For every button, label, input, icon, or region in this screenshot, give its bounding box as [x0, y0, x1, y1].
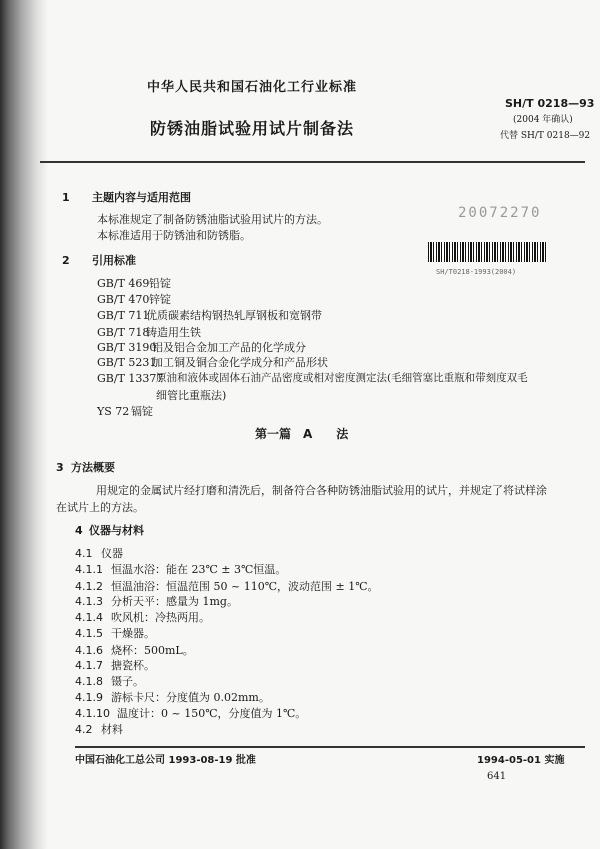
section-2-title: 引用标准	[92, 254, 136, 267]
item-text: 分析天平：感量为 1mg。	[111, 595, 238, 608]
ref-code: YS 72	[97, 405, 130, 418]
ref-name: 锌锭	[149, 293, 171, 306]
section-1-para: 本标准规定了制备防锈油脂试验用试片的方法。	[97, 213, 328, 226]
doc-title: 防锈油脂试验用试片制备法	[150, 119, 355, 138]
ref-code: GB/T 3190	[97, 341, 157, 354]
section-3-number: 3	[56, 461, 64, 474]
item-number: 4.1.9	[75, 691, 103, 704]
ref-code: GB/T 711	[97, 309, 150, 322]
handwritten-number: 20072270	[458, 205, 542, 221]
ref-name: 镉锭	[131, 405, 153, 418]
standard-number: SH/T 0218—93	[505, 97, 595, 110]
footer-rule	[75, 746, 585, 748]
barcode	[428, 242, 547, 262]
item-text: 搪瓷杯。	[111, 659, 155, 672]
confirmed-year: (2004 年确认)	[513, 115, 573, 125]
ref-code: GB/T 469	[97, 277, 150, 290]
page-number: 641	[487, 771, 507, 782]
item-number: 4.1.6	[75, 644, 103, 657]
section-3-title: 方法概要	[71, 461, 115, 474]
item-text: 温度计：0 ~ 150℃，分度值为 1℃。	[117, 707, 307, 720]
item-number: 4.1.4	[75, 611, 103, 624]
org-title: 中华人民共和国石油化工行业标准	[147, 80, 358, 95]
section-2-number: 2	[62, 254, 70, 267]
barcode-text: SH/T0218-1993(2004)	[436, 268, 517, 276]
ref-name: 铸造用生铁	[146, 326, 201, 339]
item-number: 4.1.8	[75, 675, 103, 688]
ref-name: 铝及铝合金加工产品的化学成分	[152, 341, 306, 354]
item-text: 干燥器。	[111, 627, 155, 640]
item-number: 4.1.10	[75, 707, 110, 720]
ref-name: 铅锭	[149, 277, 171, 290]
item-number: 4.1.3	[75, 595, 103, 608]
approval-line: 中国石油化工总公司 1993-08-19 批准	[75, 755, 256, 766]
ref-name: 优质碳素结构钢热轧厚钢板和宽钢带	[146, 309, 322, 322]
item-number: 4.1.7	[75, 659, 103, 672]
effective-date: 1994-05-01 实施	[477, 755, 565, 766]
part-heading: 第一篇 A 法	[255, 427, 349, 441]
item-text: 恒温水浴：能在 23℃ ± 3℃恒温。	[111, 563, 287, 576]
section-4-title: 仪器与材料	[89, 524, 144, 537]
item-number: 4.1	[75, 547, 93, 560]
item-number: 4.1.5	[75, 627, 103, 640]
item-text: 游标卡尺：分度值为 0.02mm。	[111, 691, 270, 704]
section-4-number: 4	[75, 524, 83, 537]
item-text: 材料	[101, 723, 123, 736]
item-text: 仪器	[101, 547, 123, 560]
ref-name-continued: 细管比重瓶法)	[156, 389, 227, 402]
item-number: 4.1.1	[75, 563, 103, 576]
item-number: 4.1.2	[75, 580, 103, 593]
ref-code: GB/T 718	[97, 326, 150, 339]
item-text: 恒温油浴：恒温范围 50 ~ 110℃，波动范围 ± 1℃。	[111, 580, 379, 593]
ref-code: GB/T 5231	[97, 356, 157, 369]
scan-edge-shadow	[0, 0, 48, 849]
ref-code: GB/T 13377	[97, 372, 164, 385]
item-number: 4.2	[75, 723, 93, 736]
section-3-para: 在试片上的方法。	[56, 501, 144, 514]
item-text: 吹风机：冷热两用。	[111, 611, 210, 624]
section-1-title: 主题内容与适用范围	[92, 191, 191, 204]
ref-name: 原油和液体或固体石油产品密度或相对密度测定法(毛细管塞比重瓶和带刻度双毛	[156, 372, 528, 384]
section-3-para: 用规定的金属试片经打磨和清洗后，制备符合各种防锈油脂试验用的试片，并规定了将试样涂	[96, 484, 547, 497]
ref-name: 加工铜及铜合金化学成分和产品形状	[152, 356, 328, 369]
replaces-standard: 代替 SH/T 0218—92	[500, 131, 591, 141]
item-text: 镊子。	[111, 675, 144, 688]
header-rule	[40, 161, 585, 163]
section-1-para: 本标准适用于防锈油和防锈脂。	[97, 229, 251, 242]
item-text: 烧杯：500mL。	[111, 644, 194, 657]
section-1-number: 1	[62, 191, 70, 204]
ref-code: GB/T 470	[97, 293, 150, 306]
